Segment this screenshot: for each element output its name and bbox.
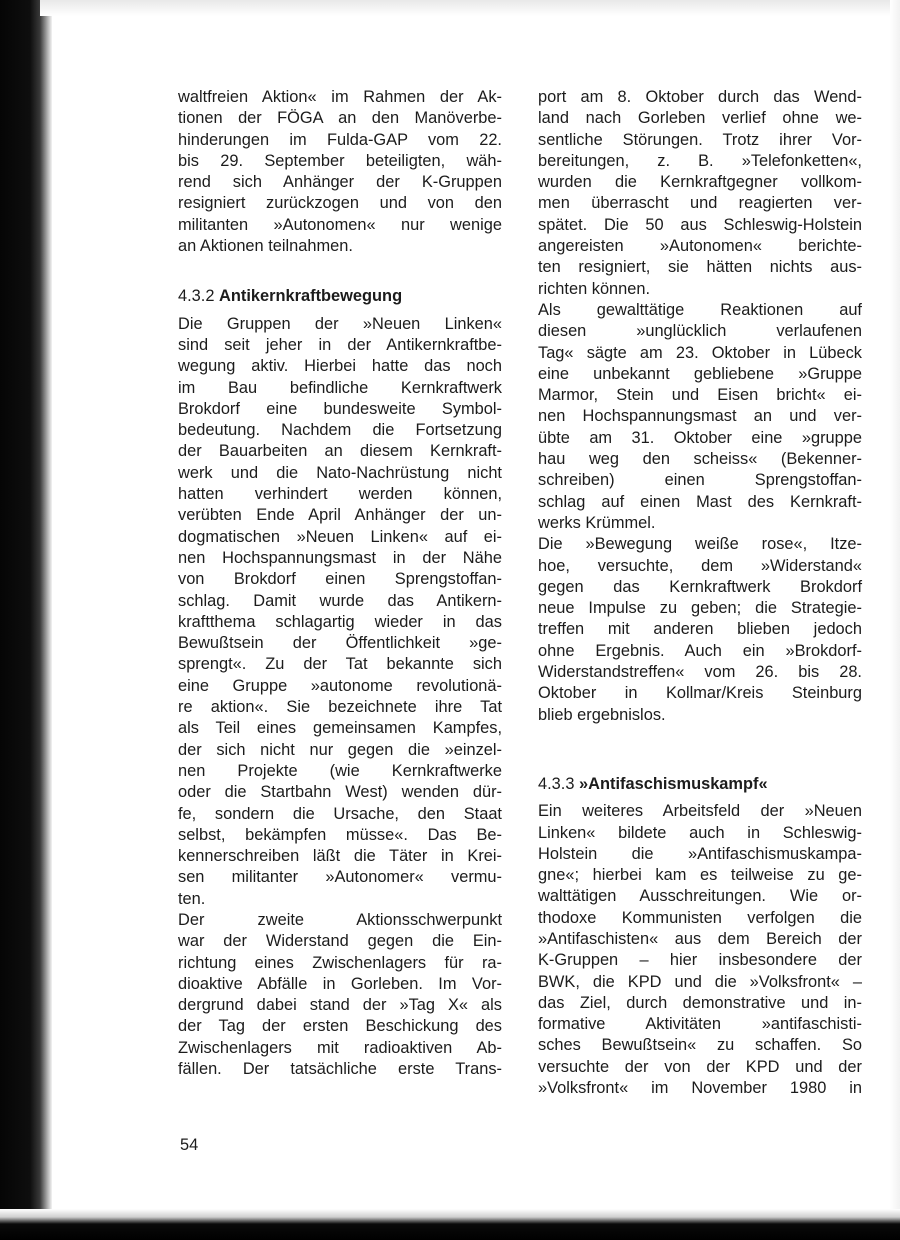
text-line: sprengt«. Zu der Tat bekannte sich — [178, 655, 502, 674]
text-line: gegen das Kernkraftwerk Brokdorf — [538, 577, 862, 596]
text-line: ten resigniert, sie hätten nichts aus- — [538, 258, 862, 277]
text-line: thodoxe Kommunisten verfolgen die — [538, 908, 862, 927]
text-line: übte am 31. Oktober eine »gruppe — [538, 428, 862, 447]
text-line: men überrascht und reagierten ver- — [538, 194, 862, 213]
text-line: fällen. Der tatsächliche erste Trans- — [178, 1060, 502, 1079]
paragraph — [538, 300, 862, 534]
paragraph — [178, 87, 502, 257]
text-line: diesen »unglücklich verlaufenen — [538, 322, 862, 341]
text-line: Der zweite Aktionsschwerpunkt — [178, 910, 502, 929]
text-line: der Bauarbeiten an diesem Kernkraft- — [178, 442, 502, 461]
text-line: Bewußtsein der Öffentlichkeit »ge- — [178, 634, 502, 653]
text-line: von Brokdorf einen Sprengstoffan- — [178, 570, 502, 589]
text-line: Die Gruppen der »Neuen Linken« — [178, 314, 502, 333]
text-line: dioaktive Abfälle in Gorleben. Im Vor- — [178, 974, 502, 993]
text-line: oder die Startbahn West) wenden dür- — [178, 783, 502, 802]
text-line: wegung aktiv. Hierbei hatte das noch — [178, 357, 502, 376]
scan-top-edge — [40, 0, 900, 16]
text-line: verübten Ende April Anhänger der un- — [178, 506, 502, 525]
text-line: hau weg den scheiss« (Bekenner- — [538, 450, 862, 469]
text-line: Holstein die »Antifaschismuskampa- — [538, 844, 862, 863]
text-line: schreiben) einen Sprengstoffan- — [538, 471, 862, 490]
text-line: »Volksfront« im November 1980 in — [538, 1079, 862, 1098]
section-number: 4.3.2 — [178, 287, 215, 306]
text-line: eine Gruppe »autonome revolutionä- — [178, 676, 502, 695]
text-line: eine unbekannt gebliebene »Gruppe — [538, 364, 862, 383]
text-line: dergrund dabei stand der »Tag X« als — [178, 996, 502, 1015]
text-line: Brokdorf eine bundesweite Symbol- — [178, 399, 502, 418]
scan-bottom-edge — [0, 1209, 900, 1240]
left-text-column — [178, 87, 502, 1080]
paragraph — [538, 801, 862, 1099]
text-line: Marmor, Stein und Eisen bricht« ei- — [538, 386, 862, 405]
text-line: militanten »Autonomen« nur wenige — [178, 215, 502, 234]
text-line: neue Impulse zu geben; die Strategie- — [538, 599, 862, 618]
text-line: Ein weiteres Arbeitsfeld der »Neuen — [538, 802, 862, 821]
text-line: selbst, bekämpfen müsse«. Das Be- — [178, 825, 502, 844]
text-line: nen Hochspannungsmast in der Nähe — [178, 548, 502, 567]
text-line: K-Gruppen – hier insbesondere der — [538, 951, 862, 970]
text-line: wurden die Kernkraftgegner vollkom- — [538, 173, 862, 192]
text-line: Tag« sägte am 23. Oktober in Lübeck — [538, 343, 862, 362]
text-line: werks Krümmel. — [538, 513, 656, 532]
text-line: sen militanter »Autonomer« vermu- — [178, 868, 502, 887]
text-line: walttätigen Ausschreitungen. Wie or- — [538, 887, 862, 906]
text-line: sches Bewußtsein« zu schaffen. So — [538, 1036, 862, 1055]
text-line: der sich nicht nur gegen die »einzel- — [178, 740, 502, 759]
text-line: tionen der FÖGA an den Manöverbe- — [178, 109, 502, 128]
paragraph — [178, 314, 502, 910]
text-line: dogmatischen »Neuen Linken« auf ei- — [178, 527, 502, 546]
paragraph — [538, 87, 862, 300]
text-line: nen Hochspannungsmast an und ver- — [538, 407, 862, 426]
text-line: sind seit jeher in der Antikernkraftbe- — [178, 335, 502, 354]
text-line: kraftthema schlagartig wieder in das — [178, 612, 502, 631]
text-line: als Teil eines gemeinsamen Kampfes, — [178, 719, 502, 738]
text-line: das Ziel, durch demonstrative und in- — [538, 993, 862, 1012]
text-line: spätet. Die 50 aus Schleswig-Holstein — [538, 215, 862, 234]
text-line: bedeutung. Nachdem die Fortsetzung — [178, 421, 502, 440]
right-text-column — [538, 87, 862, 1099]
text-line: BWK, die KPD und die »Volksfront« – — [538, 972, 862, 991]
text-line: schlag auf einen Mast des Kernkraft- — [538, 492, 862, 511]
text-line: Widerstandstreffen« vom 26. bis 28. — [538, 663, 862, 682]
text-line: kennerschreiben läßt die Täter in Krei- — [178, 847, 502, 866]
section-number: 4.3.3 — [538, 774, 575, 793]
text-line: nen Projekte (wie Kernkraftwerke — [178, 761, 502, 780]
text-line: blieb ergebnislos. — [538, 705, 666, 724]
text-line: »Antifaschisten« aus dem Bereich der — [538, 929, 862, 948]
text-line: an Aktionen teilnahmen. — [178, 237, 353, 256]
text-line: rend sich Anhänger der K-Gruppen — [178, 173, 502, 192]
section-heading-4-3-3 — [538, 774, 862, 795]
text-line: im Bau befindliche Kernkraftwerk — [178, 378, 502, 397]
section-heading-4-3-2 — [178, 286, 502, 307]
text-line: port am 8. Oktober durch das Wend- — [538, 88, 862, 106]
paragraph — [538, 534, 862, 726]
scan-binding-shadow — [0, 0, 52, 1240]
text-line: hatten verhindert werden können, — [178, 485, 502, 504]
section-gap — [538, 726, 862, 774]
text-line: treffen mit anderen blieben jedoch — [538, 620, 862, 639]
text-line: resigniert zurückzogen und von den — [178, 194, 502, 213]
text-line: Linken« bildete auch in Schleswig- — [538, 823, 862, 842]
text-line: war der Widerstand gegen die Ein- — [178, 932, 502, 951]
section-title: »Antifaschismuskampf« — [579, 774, 768, 793]
text-line: ohne Ergebnis. Auch ein »Brokdorf- — [538, 641, 862, 660]
text-line: Die »Bewegung weiße rose«, Itze- — [538, 535, 862, 554]
text-line: sentliche Störungen. Trotz ihrer Vor- — [538, 130, 862, 149]
text-line: werk und die Nato-Nachrüstung nicht — [178, 463, 502, 482]
text-line: versuchte der von der KPD und der — [538, 1057, 862, 1076]
text-line: Als gewalttätige Reaktionen auf — [538, 300, 862, 319]
text-line: der Tag der ersten Beschickung des — [178, 1017, 502, 1036]
text-line: schlag. Damit wurde das Antikern- — [178, 591, 502, 610]
section-title: Antikernkraftbewegung — [219, 287, 403, 306]
text-line: ten. — [178, 889, 206, 908]
text-line: Zwischenlagers mit radioaktiven Ab- — [178, 1038, 502, 1057]
paragraph — [178, 910, 502, 1080]
text-line: formative Aktivitäten »antifaschisti- — [538, 1015, 862, 1034]
text-line: land nach Gorleben verlief ohne we- — [538, 109, 862, 128]
text-line: hinderungen im Fulda-GAP vom 22. — [178, 130, 502, 149]
text-line: re aktion«. Sie bezeichnete ihre Tat — [178, 698, 502, 717]
text-line: bereitungen, z. B. »Telefonketten«, — [538, 151, 862, 170]
text-line: gne«; hierbei kam es teilweise zu ge- — [538, 866, 862, 885]
text-line: richtung eines Zwischenlagers für ra- — [178, 953, 502, 972]
text-line: Oktober in Kollmar/Kreis Steinburg — [538, 684, 862, 703]
text-line: waltfreien Aktion« im Rahmen der Ak- — [178, 88, 502, 106]
section-gap — [178, 257, 502, 286]
text-line: angereisten »Autonomen« berichte- — [538, 237, 862, 256]
text-line: richten können. — [538, 279, 651, 298]
page-number: 54 — [180, 1136, 199, 1154]
text-line: hoe, versuchte, dem »Widerstand« — [538, 556, 862, 575]
text-line: fe, sondern die Ursache, den Staat — [178, 804, 502, 823]
scan-right-edge — [890, 0, 900, 1240]
text-line: bis 29. September beteiligten, wäh- — [178, 151, 502, 170]
